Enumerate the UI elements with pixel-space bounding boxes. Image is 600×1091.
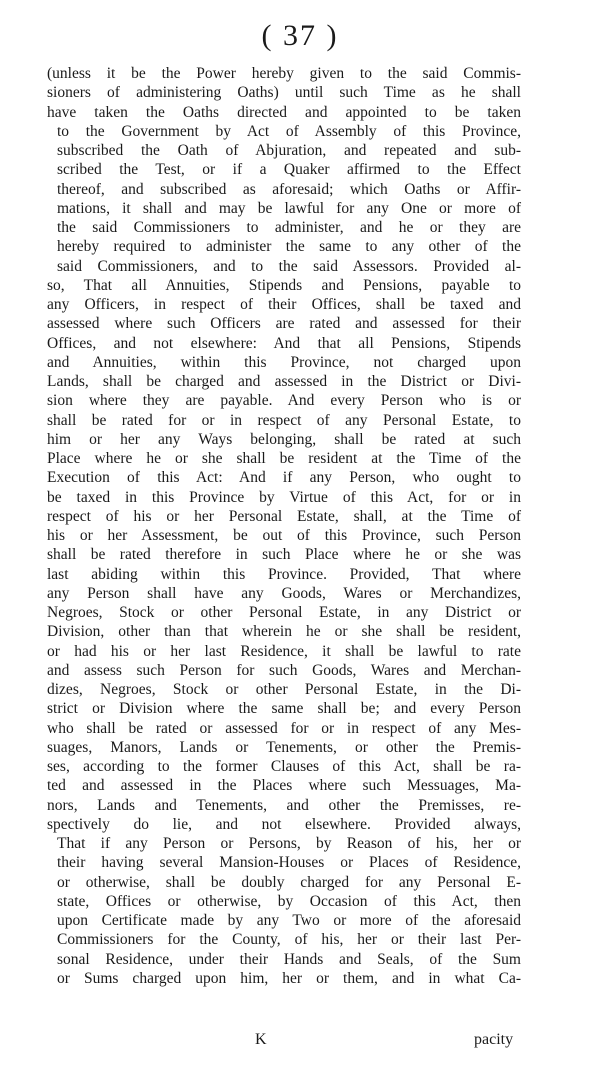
- text-line: ted and assessed in the Places where such Messuages, Ma-: [47, 777, 521, 795]
- text-line: shall be rated therefore in such Place where he or she was: [47, 546, 521, 564]
- text-line: sion where they are payable. And every Person who is or: [47, 392, 521, 410]
- text-line: the said Commissioners to administer, and he or they are: [57, 219, 521, 236]
- text-line: nors, Lands and Tenements, and other the Premisses, re-: [47, 796, 521, 814]
- text-line: to the Government by Act of Assembly of this Province,: [57, 122, 521, 140]
- text-line: his or her Assessment, be out of this Province, such Person: [47, 527, 521, 544]
- text-line: who shall be rated or assessed for or in respect of any Mes-: [47, 719, 521, 737]
- signature-mark: K: [255, 1031, 267, 1048]
- text-line: sonal Residence, under their Hands and Seals, of the Sum: [57, 950, 521, 968]
- text-line: assessed where such Officers are rated and assessed for their: [47, 315, 521, 333]
- text-line: state, Offices or otherwise, by Occasion of this Act, then: [57, 892, 521, 910]
- text-line: (unless it be the Power hereby given to the said Commis-: [47, 65, 521, 82]
- text-line: Commissioners for the County, of his, her or their last Per-: [57, 931, 521, 949]
- text-line: Execution of this Act: And if any Person, who ought to: [47, 469, 521, 487]
- text-line: mations, it shall and may be lawful for any One or more of: [57, 199, 521, 217]
- text-line: last abiding within this Province. Provided, That where: [47, 565, 521, 583]
- text-line: shall be rated for or in respect of any Personal Estate, to: [47, 411, 521, 429]
- text-line: have taken the Oaths directed and appointed to be taken: [47, 103, 521, 121]
- text-line: Division, other than that wherein he or she shall be resident,: [47, 623, 521, 641]
- text-line: or Sums charged upon him, her or them, and in what Ca-: [57, 969, 521, 987]
- text-line: upon Certificate made by any Two or more of the aforesaid: [57, 912, 521, 929]
- text-line: respect of his or her Personal Estate, shall, at the Time of: [47, 507, 521, 525]
- text-line: scribed the Test, or if a Quaker affirmed to the Effect: [57, 161, 521, 179]
- body-text: [47, 64, 521, 988]
- text-line: or had his or her last Residence, it shall be lawful to rate: [47, 642, 521, 660]
- text-line: Offices, and not elsewhere: And that all Pensions, Stipends: [47, 334, 521, 352]
- text-line: spectively do lie, and not elsewhere. Provided always,: [47, 815, 521, 833]
- page-footer: [0, 1028, 600, 1052]
- text-line: suages, Manors, Lands or Tenements, or other the Premis-: [47, 738, 521, 756]
- text-line: any Person shall have any Goods, Wares or Merchandizes,: [47, 584, 521, 602]
- text-line: hereby required to administer the same to any other of the: [57, 238, 521, 256]
- text-line: subscribed the Oath of Abjuration, and repeated and sub-: [57, 142, 521, 159]
- text-line: so, That all Annuities, Stipends and Pensions, payable to: [47, 276, 521, 294]
- text-line: Negroes, Stock or other Personal Estate, in any District or: [47, 604, 521, 621]
- text-line: him or her any Ways belonging, shall be rated at such: [47, 430, 521, 448]
- text-line: thereof, and subscribed as aforesaid; which Oaths or Affir-: [57, 180, 521, 198]
- text-line: any Officers, in respect of their Offices, shall be taxed and: [47, 296, 521, 313]
- text-line: and Annuities, within this Province, not charged upon: [47, 353, 521, 371]
- text-line: or otherwise, shall be doubly charged for any Personal E-: [57, 873, 521, 891]
- text-line: their having several Mansion-Houses or Places of Residence,: [57, 854, 521, 872]
- text-line: sioners of administering Oaths) until such Time as he shall: [47, 84, 521, 102]
- text-line: Place where he or she shall be resident at the Time of the: [47, 450, 521, 467]
- text-line: Lands, shall be charged and assessed in the District or Divi-: [47, 373, 521, 390]
- text-line: ses, according to the former Clauses of this Act, shall be ra-: [47, 758, 521, 775]
- text-line: be taxed in this Province by Virtue of this Act, for or in: [47, 488, 521, 506]
- page-number: ( 37 ): [261, 19, 339, 52]
- text-line: said Commissioners, and to the said Assessors. Provided al-: [57, 257, 521, 275]
- text-line: That if any Person or Persons, by Reason of his, her or: [57, 835, 521, 852]
- text-line: dizes, Negroes, Stock or other Personal Estate, in the Di-: [47, 681, 521, 698]
- text-line: strict or Division where the same shall be; and every Person: [47, 700, 521, 718]
- catchword: pacity: [474, 1031, 514, 1048]
- text-line: and assess such Person for such Goods, Wares and Merchan-: [47, 661, 521, 679]
